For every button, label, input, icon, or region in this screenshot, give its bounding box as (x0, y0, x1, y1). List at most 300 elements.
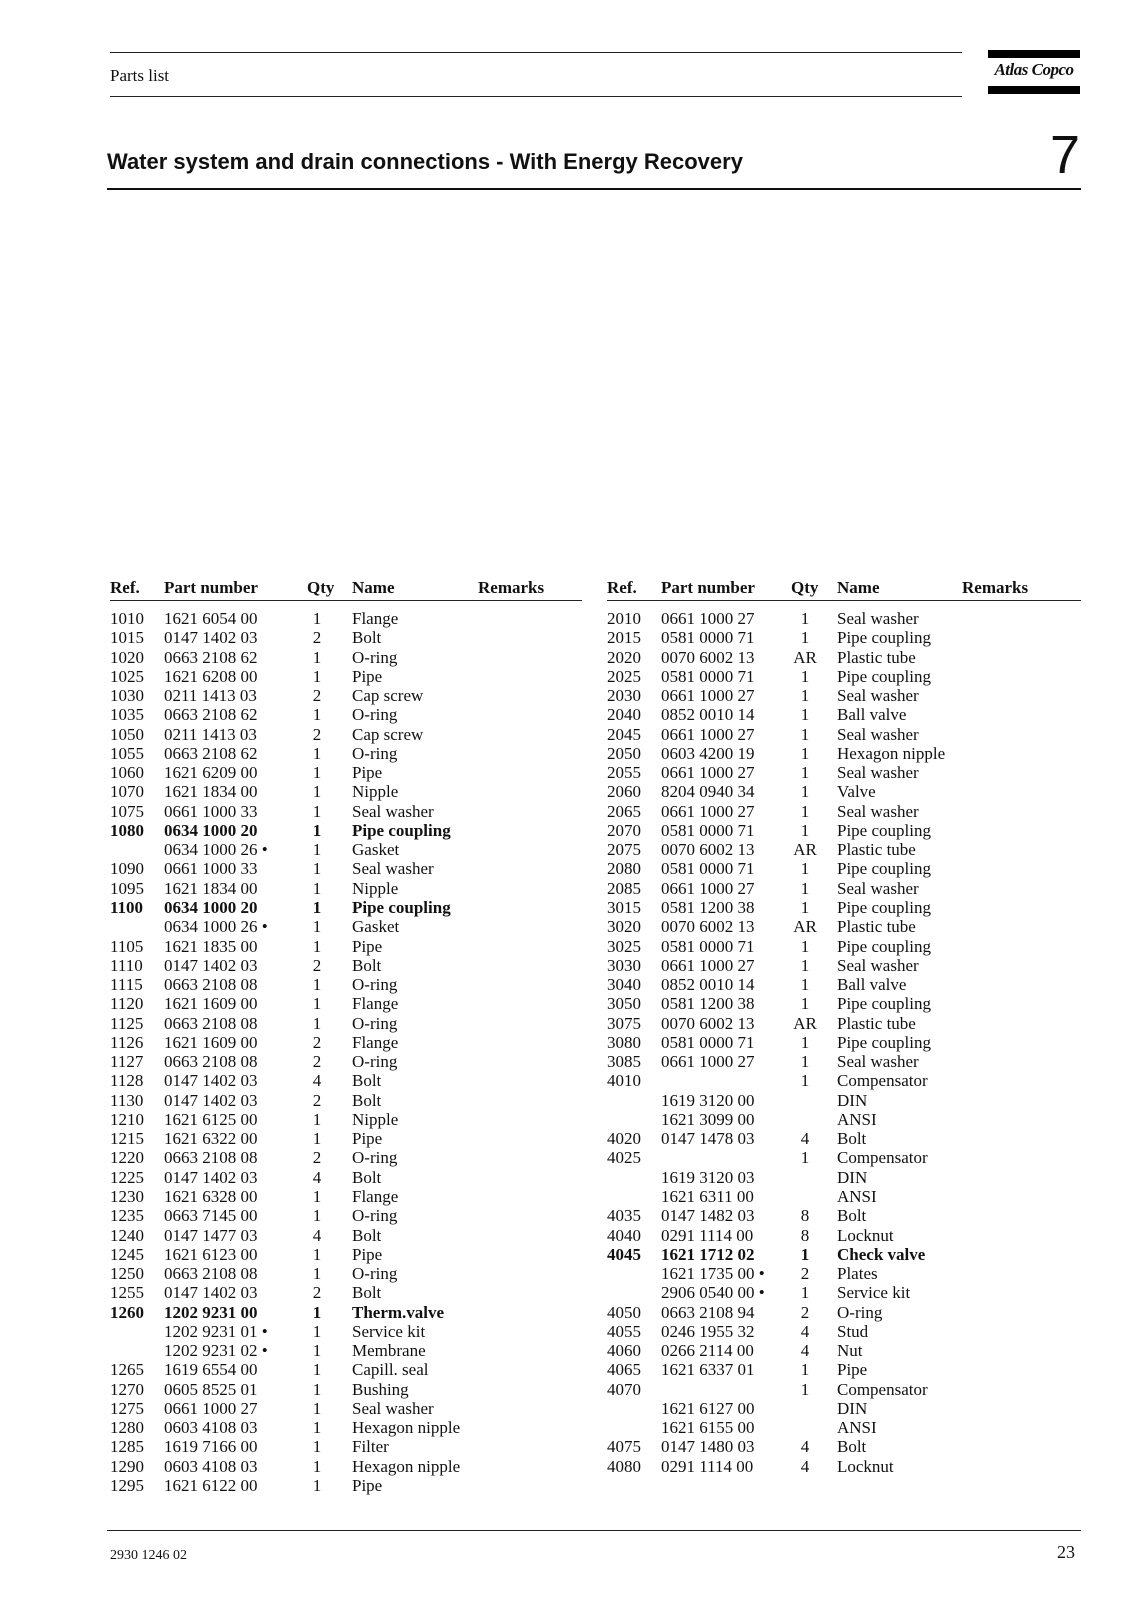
table-row (607, 1457, 1081, 1476)
name-cell: Membrane (352, 1341, 426, 1361)
parts-rows-right (607, 609, 1081, 1476)
table-row (110, 725, 582, 744)
qty-cell: 1 (800, 820, 810, 840)
part-number-cell: 0663 2108 08 (164, 1148, 258, 1168)
qty-cell: 1 (312, 647, 322, 667)
ref-cell: 1220 (110, 1148, 144, 1168)
name-cell: Seal washer (352, 801, 434, 821)
part-number-cell: 0147 1402 03 (164, 1283, 258, 1303)
table-row (110, 1014, 582, 1033)
ref-cell: 1295 (110, 1475, 144, 1495)
name-cell: ANSI (837, 1186, 877, 1206)
header-name: Name (837, 578, 880, 597)
name-cell: Ball valve (837, 975, 907, 995)
name-cell: Seal washer (837, 878, 919, 898)
ref-cell: 1075 (110, 801, 144, 821)
part-number-cell: 0147 1402 03 (164, 1090, 258, 1110)
table-row (110, 1148, 582, 1167)
part-number-cell: 1621 6054 00 (164, 609, 258, 628)
table-row (607, 1437, 1081, 1456)
qty-cell: 1 (800, 1071, 810, 1091)
part-number-cell: 0663 2108 94 (661, 1302, 755, 1322)
name-cell: Bolt (352, 1071, 382, 1091)
ref-cell: 1230 (110, 1186, 144, 1206)
part-number-cell: 0661 1000 27 (661, 763, 755, 783)
part-number-cell: 0661 1000 27 (164, 1398, 258, 1418)
name-cell: Hexagon nipple (352, 1456, 461, 1476)
ref-cell: 1090 (110, 859, 144, 879)
qty-cell: 1 (312, 1437, 322, 1457)
qty-cell: AR (793, 917, 817, 937)
qty-cell: 2 (800, 1264, 810, 1284)
ref-cell: 1240 (110, 1225, 144, 1245)
qty-cell: 1 (312, 743, 322, 763)
part-number-cell: 1621 1834 00 (164, 878, 258, 898)
part-number-cell: 1621 6122 00 (164, 1475, 258, 1495)
part-number-cell: 1621 1835 00 (164, 936, 258, 956)
name-cell: Gasket (352, 917, 400, 937)
table-row (607, 1148, 1081, 1167)
qty-cell: 1 (800, 724, 810, 744)
ref-cell: 2050 (607, 743, 641, 763)
table-header (110, 578, 582, 601)
ref-cell: 1095 (110, 878, 144, 898)
part-number-cell: 0852 0010 14 (661, 975, 755, 995)
ref-cell: 1126 (110, 1032, 144, 1052)
part-number-cell: 0605 8525 01 (164, 1379, 258, 1399)
part-number-cell: 0603 4200 19 (661, 743, 755, 763)
qty-cell: 1 (800, 897, 810, 917)
part-number-cell: 0581 0000 71 (661, 1032, 755, 1052)
part-number-cell: 0211 1413 03 (164, 686, 257, 706)
table-row (607, 782, 1081, 801)
part-number-cell: 1621 6311 00 (661, 1186, 754, 1206)
qty-cell: 2 (312, 1148, 322, 1168)
name-cell: Service kit (837, 1283, 911, 1303)
ref-cell: 2045 (607, 724, 641, 744)
ref-cell: 1275 (110, 1398, 144, 1418)
qty-cell: 1 (312, 666, 322, 686)
table-row (110, 705, 582, 724)
qty-cell: 1 (312, 1456, 322, 1476)
qty-cell: 2 (312, 628, 322, 648)
part-number-cell: 1621 6328 00 (164, 1186, 258, 1206)
table-row (110, 667, 582, 686)
name-cell: Bolt (352, 628, 382, 648)
name-cell: O-ring (352, 975, 398, 995)
table-row (607, 1399, 1081, 1418)
ref-cell: 2030 (607, 686, 641, 706)
part-number-cell: 1621 6127 00 (661, 1398, 755, 1418)
qty-cell: 2 (312, 1090, 322, 1110)
part-number-cell: 0661 1000 27 (661, 878, 755, 898)
part-number-cell: 1621 1712 02 (661, 1244, 755, 1264)
ref-cell: 1120 (110, 994, 144, 1014)
part-number-cell: 0581 0000 71 (661, 820, 755, 840)
ref-cell: 3025 (607, 936, 641, 956)
table-row (607, 1206, 1081, 1225)
qty-cell: 1 (312, 1360, 322, 1380)
table-row (607, 628, 1081, 647)
table-row (607, 1071, 1081, 1090)
ref-cell: 3080 (607, 1032, 641, 1052)
table-row (110, 628, 582, 647)
table-row (607, 937, 1081, 956)
section-label: Parts list (110, 66, 170, 85)
ref-cell: 4010 (607, 1071, 641, 1091)
ref-cell: 2040 (607, 705, 641, 725)
table-row (110, 1110, 582, 1129)
company-logo (988, 50, 1080, 94)
part-number-cell: 0581 1200 38 (661, 897, 755, 917)
name-cell: Bushing (352, 1379, 409, 1399)
name-cell: Bolt (352, 1283, 382, 1303)
qty-cell: 1 (312, 917, 322, 937)
ref-cell: 4065 (607, 1360, 641, 1380)
qty-cell: AR (793, 840, 817, 860)
ref-cell: 1035 (110, 705, 144, 725)
part-number-cell: 0663 7145 00 (164, 1206, 258, 1226)
part-number-cell: 0661 1000 27 (661, 609, 755, 628)
part-number-cell: 1621 6209 00 (164, 763, 258, 783)
name-cell: Bolt (352, 1090, 382, 1110)
qty-cell: 1 (800, 763, 810, 783)
qty-cell: 1 (312, 1109, 322, 1129)
table-row (110, 975, 582, 994)
part-number-cell: 0147 1402 03 (164, 955, 258, 975)
table-row (110, 917, 582, 936)
part-number-cell: 1621 1735 00 • (661, 1264, 765, 1284)
part-number-cell: 0661 1000 27 (661, 686, 755, 706)
part-number-cell: 0663 2108 08 (164, 1264, 258, 1284)
qty-cell: 1 (800, 994, 810, 1014)
table-row (110, 879, 582, 898)
table-row (110, 1341, 582, 1360)
table-row (110, 744, 582, 763)
part-number-cell: 0246 1955 32 (661, 1321, 755, 1341)
table-row (607, 648, 1081, 667)
table-row (607, 821, 1081, 840)
ref-cell: 1270 (110, 1379, 144, 1399)
part-number-cell: 0634 1000 20 (164, 897, 258, 917)
name-cell: Filter (352, 1437, 389, 1457)
name-cell: Pipe coupling (352, 897, 451, 917)
name-cell: Pipe coupling (837, 628, 931, 648)
table-row (110, 802, 582, 821)
table-row (607, 1187, 1081, 1206)
qty-cell: 1 (800, 1379, 810, 1399)
table-row (110, 1360, 582, 1379)
qty-cell: 1 (800, 1052, 810, 1072)
qty-cell: 1 (800, 955, 810, 975)
ref-cell: 1210 (110, 1109, 144, 1129)
table-row (110, 859, 582, 878)
ref-cell: 2055 (607, 763, 641, 783)
qty-cell: 1 (312, 1475, 322, 1495)
ref-cell: 1015 (110, 628, 144, 648)
table-row (607, 1283, 1081, 1302)
name-cell: Pipe (837, 1360, 868, 1380)
table-row (607, 898, 1081, 917)
name-cell: Flange (352, 1186, 399, 1206)
part-number-cell: 1621 6125 00 (164, 1109, 258, 1129)
ref-cell: 4025 (607, 1148, 641, 1168)
ref-cell: 1285 (110, 1437, 144, 1457)
name-cell: Pipe coupling (837, 820, 931, 840)
ref-cell: 2085 (607, 878, 641, 898)
name-cell: Flange (352, 994, 399, 1014)
table-row (110, 609, 582, 628)
table-row (110, 1033, 582, 1052)
part-number-cell: 1621 3099 00 (661, 1109, 755, 1129)
qty-cell: 1 (312, 1129, 322, 1149)
part-number-cell: 0663 2108 08 (164, 975, 258, 995)
part-number-cell: 0663 2108 62 (164, 705, 258, 725)
name-cell: Ball valve (837, 705, 907, 725)
qty-cell: 1 (312, 820, 322, 840)
table-row (110, 994, 582, 1013)
ref-cell: 4050 (607, 1302, 641, 1322)
name-cell: Pipe (352, 1475, 383, 1495)
qty-cell: 1 (800, 801, 810, 821)
part-number-cell: 0634 1000 26 • (164, 840, 268, 860)
part-number-cell: 0581 0000 71 (661, 628, 755, 648)
part-number-cell: 0291 1114 00 (661, 1225, 754, 1245)
table-row (607, 917, 1081, 936)
name-cell: Flange (352, 609, 399, 628)
table-row (607, 1226, 1081, 1245)
name-cell: Compensator (837, 1379, 928, 1399)
ref-cell: 1105 (110, 936, 144, 956)
qty-cell: 1 (800, 1244, 810, 1264)
table-row (607, 667, 1081, 686)
table-row (110, 1283, 582, 1302)
ref-cell: 2070 (607, 820, 641, 840)
name-cell: Flange (352, 1032, 399, 1052)
table-row (607, 1418, 1081, 1437)
qty-cell: 1 (800, 975, 810, 995)
qty-cell: 1 (800, 859, 810, 879)
qty-cell: 1 (800, 1032, 810, 1052)
part-number-cell: 8204 0940 34 (661, 782, 755, 802)
qty-cell: 1 (800, 1360, 810, 1380)
ref-cell: 2010 (607, 609, 641, 628)
name-cell: Cap screw (352, 686, 424, 706)
name-cell: Plastic tube (837, 1013, 916, 1033)
part-number-cell: 1621 6322 00 (164, 1129, 258, 1149)
name-cell: Nipple (352, 1109, 399, 1129)
qty-cell: 1 (800, 705, 810, 725)
name-cell: Pipe coupling (837, 994, 931, 1014)
header-remarks: Remarks (962, 578, 1029, 597)
qty-cell: 1 (312, 1379, 322, 1399)
name-cell: Pipe (352, 1129, 383, 1149)
part-number-cell: 0147 1477 03 (164, 1225, 258, 1245)
parts-table-right (607, 578, 1081, 1476)
name-cell: Nipple (352, 782, 399, 802)
part-number-cell: 0581 0000 71 (661, 936, 755, 956)
ref-cell: 1030 (110, 686, 144, 706)
part-number-cell: 1619 7166 00 (164, 1437, 258, 1457)
name-cell: Check valve (837, 1244, 926, 1264)
ref-cell: 1080 (110, 820, 144, 840)
name-cell: Hexagon nipple (352, 1418, 461, 1438)
part-number-cell: 0147 1402 03 (164, 628, 258, 648)
header-remarks: Remarks (478, 578, 545, 597)
part-number-cell: 0661 1000 27 (661, 1052, 755, 1072)
table-header (607, 578, 1081, 601)
part-number-cell: 1621 1834 00 (164, 782, 258, 802)
qty-cell: 1 (800, 1283, 810, 1303)
qty-cell: 1 (312, 801, 322, 821)
ref-cell: 3075 (607, 1013, 641, 1033)
name-cell: Bolt (352, 1225, 382, 1245)
name-cell: Bolt (352, 955, 382, 975)
ref-cell: 3020 (607, 917, 641, 937)
qty-cell: 1 (800, 666, 810, 686)
part-number-cell: 0603 4108 03 (164, 1418, 258, 1438)
qty-cell: 4 (312, 1167, 322, 1187)
table-row (110, 1399, 582, 1418)
name-cell: Compensator (837, 1148, 928, 1168)
header-ref: Ref. (110, 578, 140, 597)
name-cell: Hexagon nipple (837, 743, 946, 763)
header-ref: Ref. (607, 578, 637, 597)
name-cell: Capill. seal (352, 1360, 429, 1380)
qty-cell: 1 (800, 743, 810, 763)
parts-rows-left (110, 609, 582, 1495)
ref-cell: 1127 (110, 1052, 144, 1072)
name-cell: Pipe coupling (837, 666, 931, 686)
part-number-cell: 0211 1413 03 (164, 724, 257, 744)
name-cell: DIN (837, 1167, 868, 1187)
qty-cell: 1 (800, 1148, 810, 1168)
ref-cell: 4070 (607, 1379, 641, 1399)
qty-cell: 1 (312, 878, 322, 898)
table-row (110, 763, 582, 782)
table-row (607, 1264, 1081, 1283)
table-row (607, 956, 1081, 975)
name-cell: Gasket (352, 840, 400, 860)
part-number-cell: 0147 1478 03 (661, 1129, 755, 1149)
table-row (110, 1322, 582, 1341)
part-number-cell: 0070 6002 13 (661, 840, 755, 860)
part-number-cell: 1202 9231 01 • (164, 1321, 268, 1341)
table-row (110, 937, 582, 956)
ref-cell: 3085 (607, 1052, 641, 1072)
table-row (110, 686, 582, 705)
name-cell: ANSI (837, 1109, 877, 1129)
table-row (110, 1187, 582, 1206)
name-cell: ANSI (837, 1418, 877, 1438)
table-row (607, 1091, 1081, 1110)
part-number-cell: 1621 6123 00 (164, 1244, 258, 1264)
qty-cell: 1 (800, 782, 810, 802)
ref-cell: 1125 (110, 1013, 144, 1033)
ref-cell: 2075 (607, 840, 641, 860)
name-cell: Seal washer (837, 801, 919, 821)
qty-cell: 1 (312, 705, 322, 725)
qty-cell: AR (793, 647, 817, 667)
qty-cell: 1 (312, 936, 322, 956)
footer-rule (107, 1530, 1081, 1531)
table-row (607, 802, 1081, 821)
qty-cell: 4 (800, 1321, 810, 1341)
table-row (110, 1226, 582, 1245)
table-row (110, 1476, 582, 1495)
table-row (607, 1245, 1081, 1264)
ref-cell: 2080 (607, 859, 641, 879)
ref-cell: 1130 (110, 1090, 144, 1110)
qty-cell: 1 (312, 994, 322, 1014)
table-row (110, 1380, 582, 1399)
ref-cell: 1280 (110, 1418, 144, 1438)
part-number-cell: 0070 6002 13 (661, 917, 755, 937)
ref-cell: 1255 (110, 1283, 144, 1303)
name-cell: Locknut (837, 1225, 894, 1245)
part-number-cell: 0147 1480 03 (661, 1437, 755, 1457)
name-cell: Bolt (837, 1129, 867, 1149)
part-number-cell: 1619 3120 00 (661, 1090, 755, 1110)
page-title: Water system and drain connections - With Energy Recovery (107, 149, 743, 174)
name-cell: O-ring (352, 1148, 398, 1168)
table-row (607, 1033, 1081, 1052)
table-row (110, 840, 582, 859)
name-cell: Bolt (837, 1437, 867, 1457)
table-row (607, 1014, 1081, 1033)
name-cell: Seal washer (837, 724, 919, 744)
part-number-cell: 0581 0000 71 (661, 666, 755, 686)
name-cell: O-ring (352, 1052, 398, 1072)
qty-cell: 4 (312, 1225, 322, 1245)
name-cell: Nut (837, 1341, 863, 1361)
logo-wordmark: Atlas Copco (994, 60, 1074, 79)
part-number-cell: 0661 1000 33 (164, 801, 258, 821)
qty-cell: 2 (312, 1052, 322, 1072)
ref-cell: 4060 (607, 1341, 641, 1361)
name-cell: Pipe (352, 666, 383, 686)
name-cell: Pipe coupling (837, 1032, 931, 1052)
qty-cell: 1 (800, 628, 810, 648)
name-cell: Nipple (352, 878, 399, 898)
part-number-cell: 0661 1000 27 (661, 955, 755, 975)
part-number-cell: 1621 6208 00 (164, 666, 258, 686)
name-cell: O-ring (352, 1013, 398, 1033)
part-number-cell: 1202 9231 00 (164, 1302, 258, 1322)
name-cell: Seal washer (352, 1398, 434, 1418)
qty-cell: 4 (800, 1341, 810, 1361)
qty-cell: 1 (312, 763, 322, 783)
name-cell: DIN (837, 1398, 868, 1418)
ref-cell: 1020 (110, 647, 144, 667)
part-number-cell: 1619 6554 00 (164, 1360, 258, 1380)
ref-cell: 2065 (607, 801, 641, 821)
table-row (607, 686, 1081, 705)
logo-bottom-bar (988, 86, 1080, 94)
part-number-cell: 0661 1000 27 (661, 724, 755, 744)
name-cell: O-ring (352, 743, 398, 763)
name-cell: O-ring (352, 1264, 398, 1284)
table-row (607, 763, 1081, 782)
ref-cell: 2020 (607, 647, 641, 667)
part-number-cell: 1202 9231 02 • (164, 1341, 268, 1361)
qty-cell: AR (793, 1013, 817, 1033)
table-row (110, 1264, 582, 1283)
part-number-cell: 0634 1000 20 (164, 820, 258, 840)
qty-cell: 1 (800, 609, 810, 628)
ref-cell: 1050 (110, 724, 144, 744)
table-row (110, 1206, 582, 1225)
